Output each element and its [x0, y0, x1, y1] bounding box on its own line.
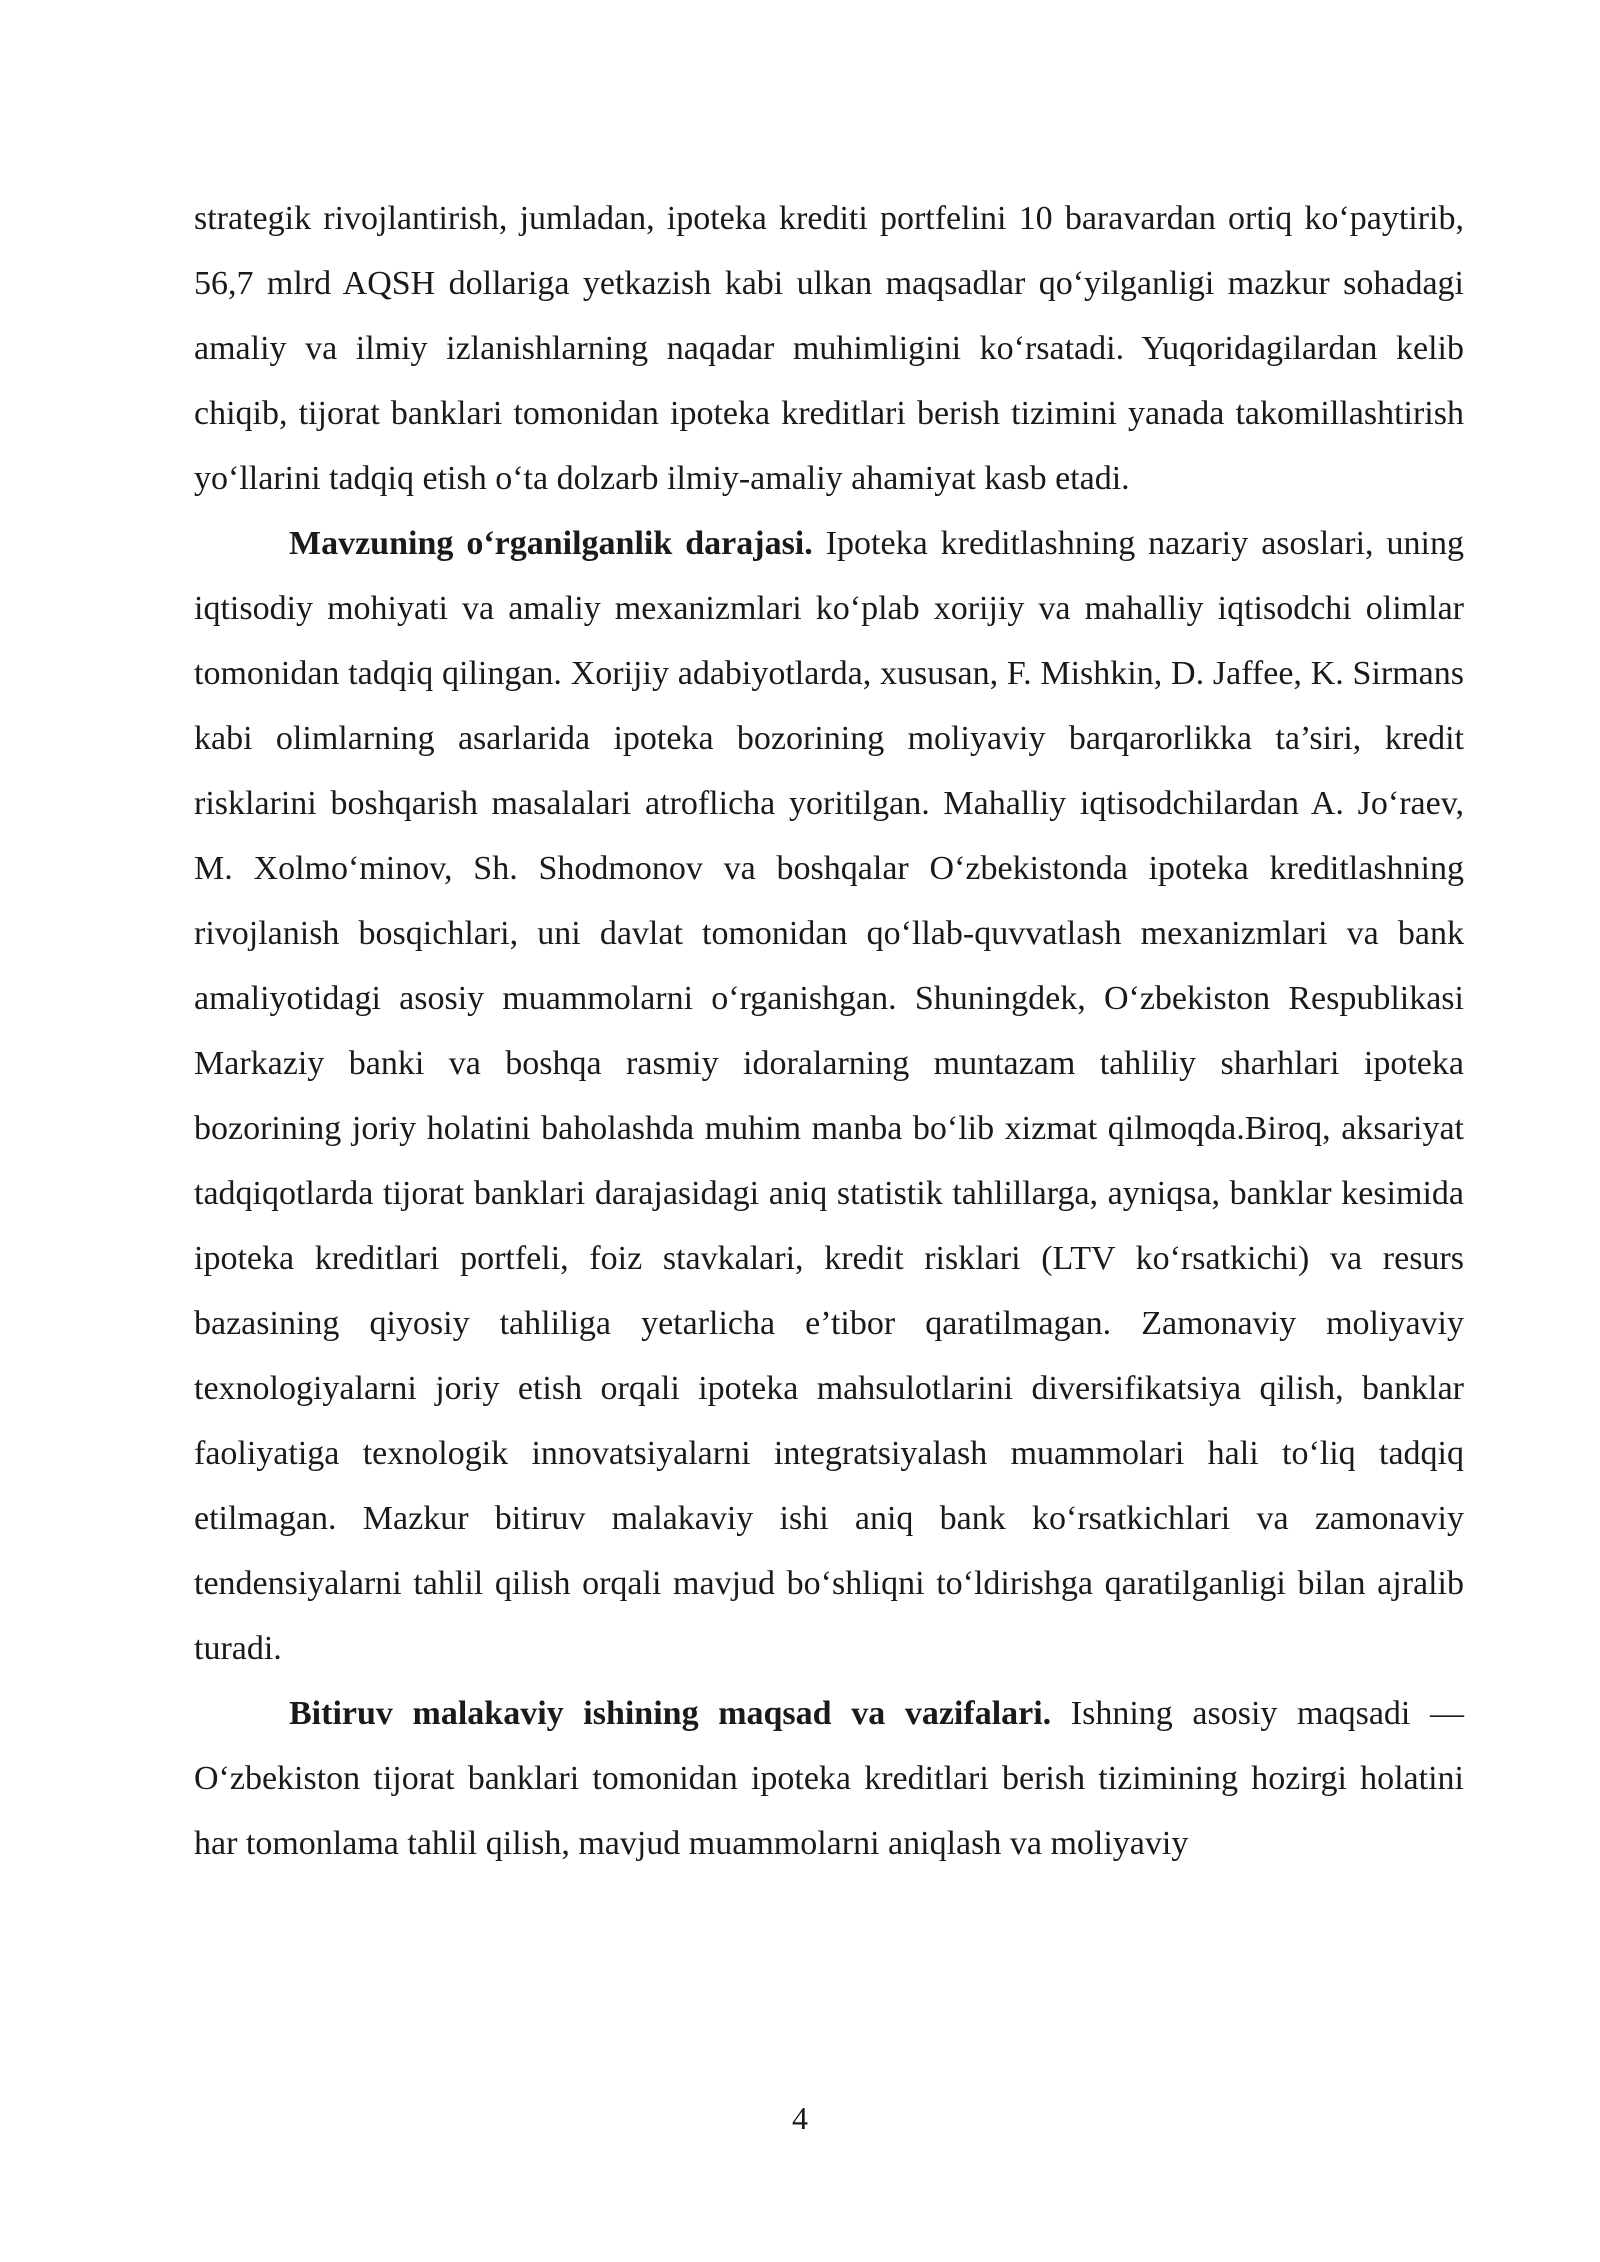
paragraph-goals-text: Ishning asosiy maqsadi — O‘zbekiston tijorat banklari tomonidan ipoteka kreditlari berish tizimining hozirgi holatini har tomonlama tahlil qilish, mavjud muammolarni aniqlash va moliyaviy	[194, 1695, 1464, 1862]
section-heading-research-degree: Mavzuning o‘rganilganlik darajasi.	[289, 525, 813, 562]
section-heading-goals: Bitiruv malakaviy ishining maqsad va vazifalari.	[289, 1695, 1052, 1732]
paragraph-intro	[194, 186, 1464, 511]
paragraph-goals	[194, 1681, 1464, 1876]
page-number: 4	[792, 2100, 808, 2136]
body-text	[194, 186, 1464, 1876]
paragraph-research-degree-text: Ipoteka kreditlashning nazariy asoslari, uning iqtisodiy mohiyati va amaliy mexanizmlari ko‘plab xorijiy va mahalliy iqtisodchi olimlar tomonidan tadqiq qilingan. Xorijiy adabiyotlarda, xususan, F. Mishkin, D. Jaffee, K. Sirmans kabi olimlarning asarlarida ipoteka bozorining moliyaviy barqarorlikka ta’siri, kredit risklarini boshqarish masalalari atroflicha yoritilgan. Mahalliy iqtisodchilardan A. Jo‘raev, M. Xolmo‘minov, Sh. Shodmonov va boshqalar O‘zbekistonda ipoteka kreditlashning rivojlanish bosqichlari, uni davlat tomonidan qo‘llab-quvvatlash mexanizmlari va bank amaliyotidagi asosiy muammolarni o‘rganishgan. Shuningdek, O‘zbekiston Respublikasi Markaziy banki va boshqa rasmiy idoralarning muntazam tahliliy sharhlari ipoteka bozorining joriy holatini baholashda muhim manba bo‘lib xizmat qilmoqda.Biroq, aksariyat tadqiqotlarda tijorat banklari darajasidagi aniq statistik tahlillarga, ayniqsa, banklar kesimida ipoteka kreditlari portfeli, foiz stavkalari, kredit risklari (LTV ko‘rsatkichi) va resurs bazasining qiyosiy tahliliga yetarlicha e’tibor qaratilmagan. Zamonaviy moliyaviy texnologiyalarni joriy etish orqali ipoteka mahsulotlarini diversifikatsiya qilish, banklar faoliyatiga texnologik innovatsiyalarni integratsiyalash muammolari hali to‘liq tadqiq etilmagan. Mazkur bitiruv malakaviy ishi aniq bank ko‘rsatkichlari va zamonaviy tendensiyalarni tahlil qilish orqali mavjud bo‘shliqni to‘ldirishga qaratilganligi bilan ajralib turadi.	[194, 525, 1464, 1667]
paragraph-research-degree	[194, 511, 1464, 1681]
paragraph-intro-text: strategik rivojlantirish, jumladan, ipoteka krediti portfelini 10 baravardan ortiq ko‘paytirib, 56,7 mlrd AQSH dollariga yetkazish kabi ulkan maqsadlar qo‘yilganligi mazkur sohadagi amaliy va ilmiy izlanishlarning naqadar muhimligini ko‘rsatadi. Yuqoridagilardan kelib chiqib, tijorat banklari tomonidan ipoteka kreditlari berish tizimini yanada takomillashtirish yo‘llarini tadqiq etish o‘ta dolzarb ilmiy-amaliy ahamiyat kasb etadi.	[194, 200, 1464, 497]
